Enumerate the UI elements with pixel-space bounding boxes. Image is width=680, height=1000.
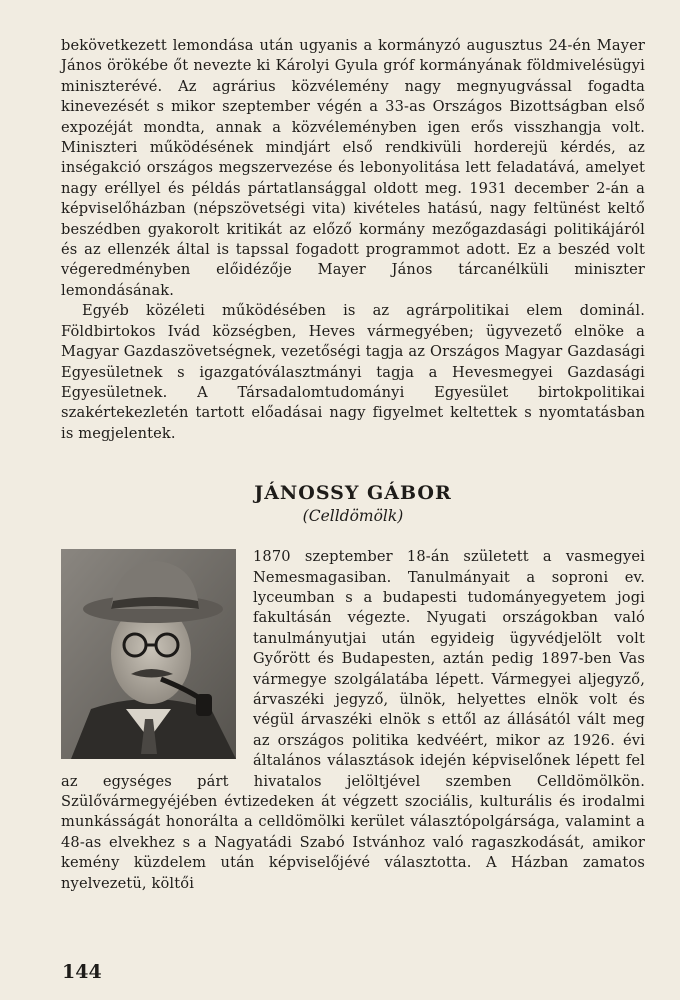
page-number: 144 — [62, 961, 102, 983]
article-paragraph-1: bekövetkezett lemondása után ugyanis a kormányzó augusztus 24-én Mayer János örökébe őt nevezte ki Károlyi Gyula gróf kormányának földmivelésügyi miniszterévé. Az agrárius közvélemény nagy megnyugvással fogadta kinevezését s mikor szeptember végén a 33-as Országos Bizottságban első expozéját mondta, annak a közvéleményben igen erős visszhangja volt. Miniszteri működésének mindjárt első rendkivüli horderejü kérdés, az inségakció országos megszervezése és lebonyolitása lett feladatává, amelyet nagy eréllyel és példás pártatlansággal oldott meg. 1931 december 2-án a képviselőházban (népszövetségi vita) kivételes hatású, nagy feltünést keltő beszédben gyakorolt kritikát az előző kormány mezőgazdasági politikájáról és az ellenzék által is tapssal fogadott programmot adott. Ez a beszéd volt végeredményben előidézője Mayer János tárcanélküli miniszter lemondásának. — [61, 37, 645, 299]
page-body — [61, 36, 645, 894]
portrait-photo — [61, 549, 236, 759]
entry-location-subheading: (Celldömölk) — [302, 507, 404, 526]
article-paragraph-2: Egyéb közéleti működésében is az agrárpolitikai elem dominál. Földbirtokos Ivád községben, Heves vármegyében; ügyvezető elnöke a Magyar Gazdaszövetségnek, vezetőségi tagja az Országos Magyar Gazdasági Egyesületnek s igazgatóválasztmányi tagja a Hevesmegyei Gazdasági Egyesületnek. A Társadalomtudományi Egyesület birtokpolitikai szakértekezletén tartott előadásai nagy figyelmet keltettek s nyomtatásban is megjelentek. — [61, 302, 645, 442]
entry-name-heading: JÁNOSSY GÁBOR — [254, 482, 452, 505]
biography-section — [61, 547, 645, 894]
biography-text: 1870 szeptember 18-án született a vasmegyei Nemesmagasiban. Tanulmányait a soproni ev. lyceumban s a budapesti tudományegyetem jogi fakultásán végezte. Nyugati országokban való tanulmányutjai után egyideig ügyvédjelölt volt Győrött és Budapesten, aztán pedig 1897-ben Vas vármegye szolgálatába lépett. Vármegyei aljegyző, árvaszéki jegyző, ülnök, helyettes elnök volt és végül árvaszéki elnök s ettől az állásától vált meg az országos politika kedvéért, mikor az 1926. évi általános választások idején képviselőnek lépett fel az egységes párt hivatalos jelöltjével szemben Celldömölkön. Szülővármegyéjében évtizedeken át végzett szociális, kulturális és irodalmi munkásságát honorálta a celldömölki kerület választópolgársága, valamint a 48-as elvekhez s a Nagyatádi Szabó Istvánhoz való ragaszkodását, amikor kemény küzdelem után képviselőjévé választotta. A Házban zamatos nyelvezetü, költői — [61, 548, 645, 892]
